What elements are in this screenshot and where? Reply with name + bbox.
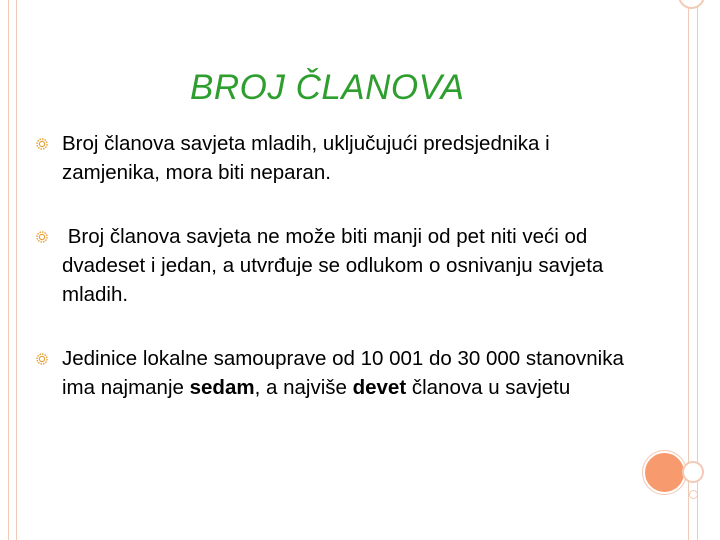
decorative-circle-top bbox=[678, 0, 705, 9]
bullet-item bbox=[32, 344, 632, 402]
bullet-item bbox=[32, 222, 632, 309]
bullet-item bbox=[32, 129, 632, 187]
bullet-text: Broj članova savjeta ne može biti manji od pet niti veći od dvadeset i jedan, a utvrđuje se odlukom o osnivanju savjeta mladih. bbox=[62, 225, 610, 306]
bullet-list bbox=[32, 129, 632, 402]
left-frame-border bbox=[8, 0, 17, 540]
slide-title: BROJ ČLANOVA bbox=[190, 68, 465, 107]
decorative-circle-large bbox=[643, 451, 686, 494]
right-frame-line-outer bbox=[688, 0, 689, 540]
bullet-text-part: članova u savjetu bbox=[406, 376, 571, 399]
right-frame-line-inner bbox=[697, 0, 698, 540]
gear-flower-icon bbox=[35, 230, 49, 244]
bullet-text-bold: sedam bbox=[189, 376, 255, 399]
bullet-text-part: , a najviše bbox=[254, 376, 353, 399]
decorative-circle-small bbox=[689, 490, 698, 499]
decorative-circle-medium bbox=[682, 461, 704, 483]
bullet-text-bold: devet bbox=[352, 376, 407, 399]
bullet-text: Broj članova savjeta mladih, uključujući predsjednika i zamjenika, mora biti neparan. bbox=[62, 132, 550, 184]
bullet-text-part: Jedinice lokalne samouprave od 10 001 do 30 000 stanovnika ima najmanje bbox=[62, 347, 630, 399]
gear-flower-icon bbox=[35, 352, 49, 366]
gear-flower-icon bbox=[35, 137, 49, 151]
